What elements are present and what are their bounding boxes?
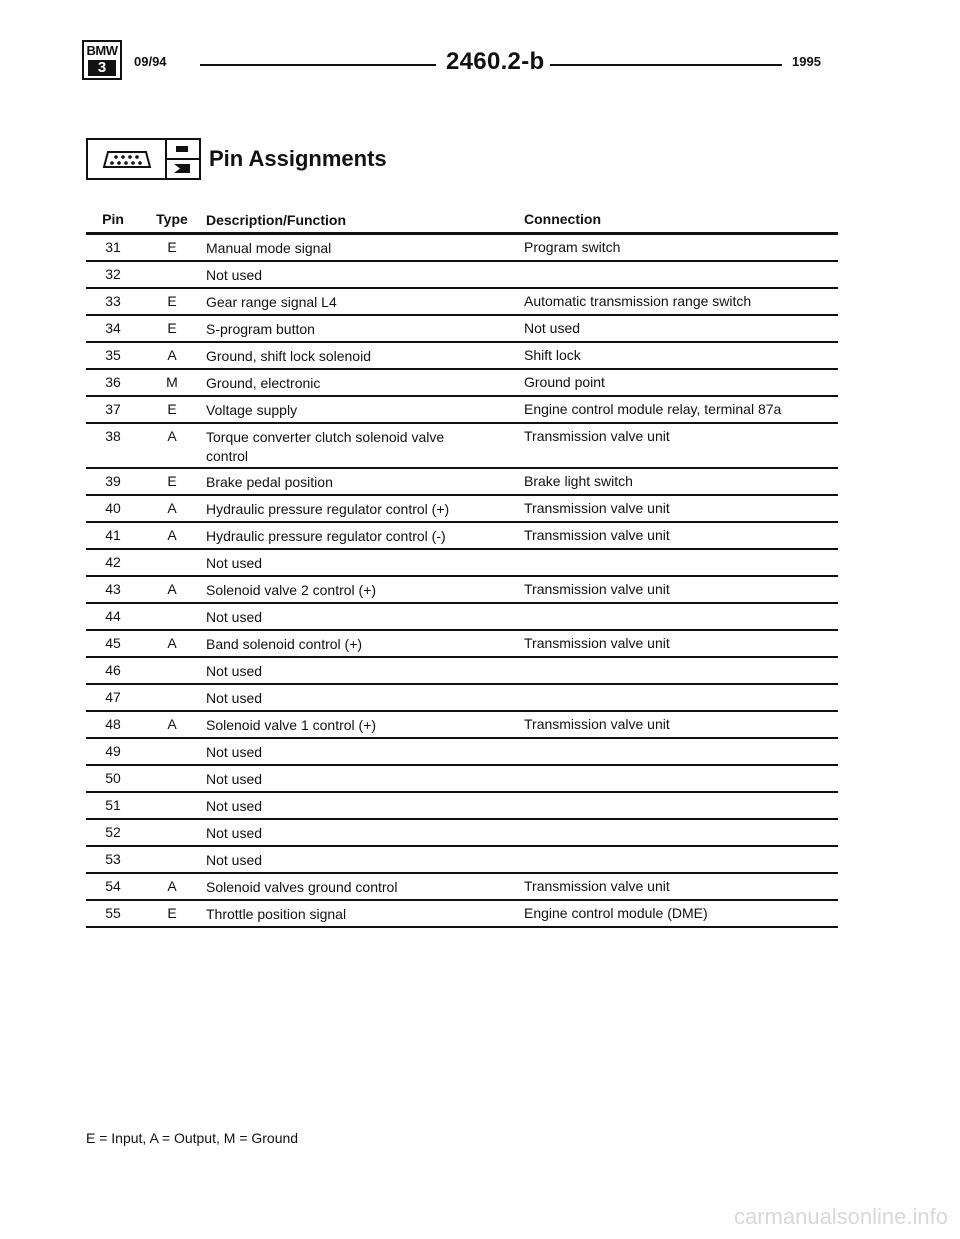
- connection-cell: Brake light switch: [524, 473, 633, 489]
- column-header-description: Description/Function: [206, 212, 346, 228]
- connection-cell: Not used: [524, 320, 581, 336]
- pin-cell: 42: [105, 554, 121, 570]
- type-legend: E = Input, A = Output, M = Ground: [86, 1130, 299, 1146]
- connection-cell: Engine control module relay, terminal 87a: [524, 401, 782, 417]
- table-row: [86, 712, 838, 739]
- badge-series: 3: [88, 60, 116, 76]
- table-row: [86, 523, 838, 550]
- table-header: [86, 208, 838, 232]
- document-code: 2460.2-b: [446, 48, 545, 75]
- connection-cell: Program switch: [524, 239, 621, 255]
- table-row: [86, 685, 838, 712]
- table-body: [86, 232, 838, 928]
- pin-cell: 43: [105, 581, 121, 597]
- description-cell: Not used: [206, 825, 263, 841]
- connection-cell: Transmission valve unit: [524, 527, 670, 543]
- header-year: 1995: [792, 54, 821, 69]
- pin-cell: 48: [105, 716, 121, 732]
- type-cell: A: [167, 527, 177, 543]
- bmw-3-series-badge-icon: [82, 40, 122, 80]
- table-row: [86, 289, 838, 316]
- pin-cell: 54: [105, 878, 121, 894]
- description-cell: Solenoid valve 1 control (+): [206, 717, 377, 733]
- pin-cell: 41: [105, 527, 121, 543]
- type-cell: A: [167, 878, 177, 894]
- column-header-pin: Pin: [102, 211, 124, 227]
- type-cell: E: [167, 473, 177, 489]
- pin-cell: 36: [105, 374, 121, 390]
- type-cell: M: [166, 374, 178, 390]
- pin-cell: 40: [105, 500, 121, 516]
- type-cell: A: [167, 635, 177, 651]
- description-cell: Solenoid valves ground control: [206, 879, 398, 895]
- table-row: [86, 316, 838, 343]
- description-cell: Voltage supply: [206, 402, 298, 418]
- table-row: [86, 874, 838, 901]
- description-cell: Not used: [206, 852, 263, 868]
- description-cell: Solenoid valve 2 control (+): [206, 582, 377, 598]
- column-header-connection: Connection: [524, 211, 601, 227]
- description-cell: Brake pedal position: [206, 474, 333, 490]
- title-block: [86, 138, 586, 184]
- table-row: [86, 235, 838, 262]
- header-rule-right: [550, 64, 782, 66]
- description-cell: Band solenoid control (+): [206, 636, 363, 652]
- connection-cell: Ground point: [524, 374, 605, 390]
- pin-cell: 47: [105, 689, 121, 705]
- table-row: [86, 550, 838, 577]
- pin-assignment-table: [86, 208, 838, 928]
- type-cell: A: [167, 428, 177, 444]
- pin-cell: 32: [105, 266, 121, 282]
- column-header-type: Type: [156, 211, 188, 227]
- type-cell: A: [167, 716, 177, 732]
- pin-cell: 37: [105, 401, 121, 417]
- connection-cell: Shift lock: [524, 347, 581, 363]
- pin-cell: 49: [105, 743, 121, 759]
- table-row: [86, 262, 838, 289]
- description-cell: Not used: [206, 267, 263, 283]
- description-line: Torque converter clutch solenoid valve: [206, 429, 445, 445]
- connection-cell: Transmission valve unit: [524, 581, 670, 597]
- connection-cell: Transmission valve unit: [524, 500, 670, 516]
- type-cell: E: [167, 293, 177, 309]
- connection-cell: Transmission valve unit: [524, 716, 670, 732]
- description-cell: Not used: [206, 555, 263, 571]
- connection-cell: Automatic transmission range switch: [524, 293, 752, 309]
- table-row: [86, 604, 838, 631]
- table-row: [86, 766, 838, 793]
- table-row: [86, 793, 838, 820]
- description-cell: Not used: [206, 771, 263, 787]
- connector-pins-icon: [86, 138, 201, 180]
- connection-cell: Engine control module (DME): [524, 905, 708, 921]
- pin-cell: 31: [105, 239, 121, 255]
- pin-cell: 50: [105, 770, 121, 786]
- description-cell: [206, 428, 444, 466]
- description-line-continued: control: [206, 448, 249, 464]
- pin-cell: 34: [105, 320, 121, 336]
- table-row: [86, 496, 838, 523]
- type-cell: E: [167, 905, 177, 921]
- pin-cell: 45: [105, 635, 121, 651]
- table-row: [86, 469, 838, 496]
- pin-cell: 44: [105, 608, 121, 624]
- table-row: [86, 847, 838, 874]
- description-cell: Not used: [206, 663, 263, 679]
- description-cell: Ground, shift lock solenoid: [206, 348, 371, 364]
- table-row: [86, 370, 838, 397]
- table-row: [86, 343, 838, 370]
- header-rule-left: [200, 64, 436, 66]
- description-cell: S-program button: [206, 321, 315, 337]
- connection-cell: Transmission valve unit: [524, 428, 670, 444]
- description-cell: Hydraulic pressure regulator control (+): [206, 501, 450, 517]
- description-cell: Not used: [206, 744, 263, 760]
- page-title: Pin Assignments: [209, 146, 387, 171]
- type-cell: A: [167, 347, 177, 363]
- pin-cell: 53: [105, 851, 121, 867]
- table-row: [86, 658, 838, 685]
- description-cell: Hydraulic pressure regulator control (-): [206, 528, 446, 544]
- description-cell: Manual mode signal: [206, 240, 332, 256]
- description-cell: Ground, electronic: [206, 375, 321, 391]
- pin-cell: 33: [105, 293, 121, 309]
- header-date: 09/94: [134, 54, 167, 69]
- table-row: [86, 631, 838, 658]
- connection-cell: Transmission valve unit: [524, 878, 670, 894]
- connection-cell: Transmission valve unit: [524, 635, 670, 651]
- pin-cell: 55: [105, 905, 121, 921]
- description-cell: Not used: [206, 609, 263, 625]
- table-row: [86, 901, 838, 928]
- pin-cell: 39: [105, 473, 121, 489]
- pin-cell: 38: [105, 428, 121, 444]
- table-row: [86, 820, 838, 847]
- table-row: [86, 424, 838, 469]
- pin-cell: 52: [105, 824, 121, 840]
- table-row: [86, 577, 838, 604]
- description-cell: Gear range signal L4: [206, 294, 337, 310]
- page-header: [82, 40, 842, 80]
- description-cell: Not used: [206, 798, 263, 814]
- pin-cell: 35: [105, 347, 121, 363]
- pin-cell: 46: [105, 662, 121, 678]
- table-row: [86, 397, 838, 424]
- watermark: carmanualsonline.info: [733, 1204, 948, 1229]
- type-cell: E: [167, 239, 177, 255]
- type-cell: A: [167, 500, 177, 516]
- type-cell: E: [167, 320, 177, 336]
- table-row: [86, 739, 838, 766]
- type-cell: E: [167, 401, 177, 417]
- pin-cell: 51: [105, 797, 121, 813]
- type-cell: A: [167, 581, 177, 597]
- description-cell: Not used: [206, 690, 263, 706]
- badge-brand: BMW: [86, 43, 118, 58]
- description-cell: Throttle position signal: [206, 906, 347, 922]
